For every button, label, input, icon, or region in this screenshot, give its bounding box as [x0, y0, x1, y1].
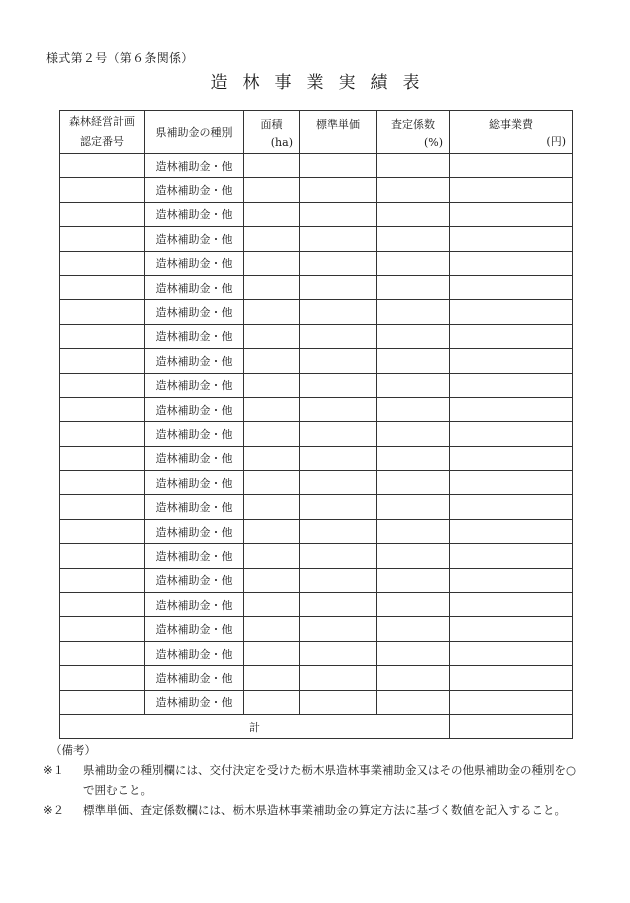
subsidy-type-cell: 造林補助金・他: [145, 178, 244, 202]
area-cell[interactable]: [244, 300, 300, 324]
coefficient-cell[interactable]: [377, 519, 450, 543]
coefficient-cell[interactable]: [377, 373, 450, 397]
coefficient-cell[interactable]: [377, 251, 450, 275]
unit-price-cell[interactable]: [300, 568, 377, 592]
area-cell[interactable]: [244, 593, 300, 617]
total-cost-cell[interactable]: [450, 422, 573, 446]
subsidy-type-cell: 造林補助金・他: [145, 324, 244, 348]
total-cost-cell[interactable]: [450, 275, 573, 299]
total-cost-cell[interactable]: [450, 202, 573, 226]
table-row: [60, 519, 573, 543]
total-cost-cell[interactable]: [450, 519, 573, 543]
area-cell[interactable]: [244, 495, 300, 519]
coefficient-cell[interactable]: [377, 617, 450, 641]
subsidy-type-cell: 造林補助金・他: [145, 397, 244, 421]
coefficient-cell[interactable]: [377, 324, 450, 348]
table-row: [60, 641, 573, 665]
coefficient-cell[interactable]: [377, 690, 450, 714]
subsidy-type-cell: 造林補助金・他: [145, 666, 244, 690]
total-cost-cell[interactable]: [450, 324, 573, 348]
header-total-cost: 総事業費 (円): [450, 111, 573, 154]
table-row: [60, 471, 573, 495]
total-cost-cell[interactable]: [450, 373, 573, 397]
header-assessment-coefficient: 査定係数 (%): [377, 111, 450, 154]
unit-price-cell[interactable]: [300, 666, 377, 690]
plan-number-cell[interactable]: [60, 178, 145, 202]
table-row: [60, 178, 573, 202]
subsidy-type-cell: 造林補助金・他: [145, 446, 244, 470]
plan-number-cell[interactable]: [60, 275, 145, 299]
area-cell[interactable]: [244, 202, 300, 226]
area-unit: (ha): [270, 136, 293, 149]
note-item: [43, 800, 583, 820]
subsidy-type-cell: 造林補助金・他: [145, 568, 244, 592]
total-cost-cell[interactable]: [450, 300, 573, 324]
coefficient-unit: (%): [423, 136, 443, 149]
total-cost-cell[interactable]: [450, 495, 573, 519]
unit-price-cell[interactable]: [300, 275, 377, 299]
unit-price-cell[interactable]: [300, 641, 377, 665]
total-cost-cell[interactable]: [450, 397, 573, 421]
area-cell[interactable]: [244, 178, 300, 202]
table-row: [60, 617, 573, 641]
area-cell[interactable]: [244, 666, 300, 690]
table-row: [60, 690, 573, 714]
plan-number-cell[interactable]: [60, 202, 145, 226]
subsidy-type-cell: 造林補助金・他: [145, 300, 244, 324]
plan-number-cell[interactable]: [60, 568, 145, 592]
coefficient-cell[interactable]: [377, 568, 450, 592]
subsidy-type-cell: 造林補助金・他: [145, 349, 244, 373]
plan-number-cell[interactable]: [60, 397, 145, 421]
total-cost-cell[interactable]: [450, 471, 573, 495]
unit-price-cell[interactable]: [300, 227, 377, 251]
table-row: [60, 227, 573, 251]
coefficient-cell[interactable]: [377, 544, 450, 568]
total-cost-cell[interactable]: [450, 641, 573, 665]
total-row: [60, 714, 573, 738]
notes-section: [43, 740, 583, 820]
plan-number-cell[interactable]: [60, 373, 145, 397]
subsidy-type-cell: 造林補助金・他: [145, 227, 244, 251]
coefficient-cell[interactable]: [377, 227, 450, 251]
subsidy-type-cell: 造林補助金・他: [145, 641, 244, 665]
unit-price-cell[interactable]: [300, 178, 377, 202]
table-row: [60, 373, 573, 397]
table-row: [60, 300, 573, 324]
coefficient-cell[interactable]: [377, 446, 450, 470]
plan-number-cell[interactable]: [60, 593, 145, 617]
coefficient-cell[interactable]: [377, 300, 450, 324]
table-row: [60, 446, 573, 470]
coefficient-cell[interactable]: [377, 495, 450, 519]
plan-number-cell[interactable]: [60, 544, 145, 568]
coefficient-cell[interactable]: [377, 275, 450, 299]
plan-number-cell[interactable]: [60, 641, 145, 665]
area-cell[interactable]: [244, 471, 300, 495]
unit-price-cell[interactable]: [300, 495, 377, 519]
plan-number-cell[interactable]: [60, 617, 145, 641]
area-cell[interactable]: [244, 690, 300, 714]
unit-price-cell[interactable]: [300, 471, 377, 495]
total-cost-cell[interactable]: [450, 446, 573, 470]
header-row: [60, 111, 573, 154]
area-cell[interactable]: [244, 446, 300, 470]
coefficient-cell[interactable]: [377, 641, 450, 665]
table-row: [60, 495, 573, 519]
coefficient-cell[interactable]: [377, 666, 450, 690]
subsidy-type-cell: 造林補助金・他: [145, 519, 244, 543]
total-cost-cell[interactable]: [450, 593, 573, 617]
plan-number-cell[interactable]: [60, 690, 145, 714]
plan-number-cell[interactable]: [60, 349, 145, 373]
area-cell[interactable]: [244, 373, 300, 397]
unit-price-cell[interactable]: [300, 373, 377, 397]
header-plan-line2: 認定番号: [80, 135, 124, 148]
table-row: [60, 202, 573, 226]
table-row: [60, 349, 573, 373]
area-cell[interactable]: [244, 641, 300, 665]
unit-price-cell[interactable]: [300, 690, 377, 714]
total-cost-cell[interactable]: [450, 227, 573, 251]
subsidy-type-cell: 造林補助金・他: [145, 422, 244, 446]
total-cost-cell[interactable]: [450, 617, 573, 641]
area-cell[interactable]: [244, 568, 300, 592]
total-cost-cell[interactable]: [450, 568, 573, 592]
header-plan-line1: 森林経営計画: [69, 115, 135, 128]
subsidy-type-cell: 造林補助金・他: [145, 544, 244, 568]
coefficient-cell[interactable]: [377, 349, 450, 373]
plan-number-cell[interactable]: [60, 300, 145, 324]
subsidy-type-cell: 造林補助金・他: [145, 154, 244, 178]
plan-number-cell[interactable]: [60, 666, 145, 690]
plan-number-cell[interactable]: [60, 495, 145, 519]
coefficient-cell[interactable]: [377, 202, 450, 226]
note-text: 県補助金の種別欄には、交付決定を受けた栃木県造林事業補助金又はその他県補助金の種別を○で囲むこと。: [83, 763, 577, 797]
area-cell[interactable]: [244, 275, 300, 299]
total-cost-unit: (円): [546, 135, 566, 148]
note-text: 標準単価、査定係数欄には、栃木県造林事業補助金の算定方法に基づく数値を記入すること。: [83, 803, 566, 817]
unit-price-cell[interactable]: [300, 251, 377, 275]
unit-price-cell[interactable]: [300, 446, 377, 470]
area-cell[interactable]: [244, 617, 300, 641]
unit-price-cell[interactable]: [300, 324, 377, 348]
area-cell[interactable]: [244, 422, 300, 446]
table-row: [60, 593, 573, 617]
table-row: [60, 324, 573, 348]
unit-price-cell[interactable]: [300, 593, 377, 617]
subsidy-type-cell: 造林補助金・他: [145, 275, 244, 299]
area-cell[interactable]: [244, 227, 300, 251]
plan-number-cell[interactable]: [60, 227, 145, 251]
total-cost-cell[interactable]: [450, 178, 573, 202]
coefficient-cell[interactable]: [377, 422, 450, 446]
unit-price-cell[interactable]: [300, 349, 377, 373]
subsidy-type-cell: 造林補助金・他: [145, 202, 244, 226]
table-row: [60, 275, 573, 299]
plan-number-cell[interactable]: [60, 251, 145, 275]
subsidy-type-cell: 造林補助金・他: [145, 471, 244, 495]
total-cost-cell[interactable]: [450, 251, 573, 275]
header-area: 面積 (ha): [244, 111, 300, 154]
plan-number-cell[interactable]: [60, 324, 145, 348]
area-cell[interactable]: [244, 154, 300, 178]
unit-price-cell[interactable]: [300, 154, 377, 178]
area-cell[interactable]: [244, 349, 300, 373]
unit-price-cell[interactable]: [300, 397, 377, 421]
table-row: [60, 666, 573, 690]
total-label: 計: [60, 714, 450, 738]
subsidy-type-cell: 造林補助金・他: [145, 373, 244, 397]
header-plan-number: [60, 111, 145, 154]
total-cost-cell[interactable]: [450, 544, 573, 568]
total-cost-cell[interactable]: [450, 349, 573, 373]
total-cost-cell[interactable]: [450, 690, 573, 714]
subsidy-type-cell: 造林補助金・他: [145, 690, 244, 714]
unit-price-cell[interactable]: [300, 544, 377, 568]
table-row: [60, 422, 573, 446]
table-row: [60, 397, 573, 421]
unit-price-cell[interactable]: [300, 422, 377, 446]
header-standard-unit-price: 標準単価: [300, 111, 377, 154]
coefficient-cell[interactable]: [377, 154, 450, 178]
area-cell[interactable]: [244, 324, 300, 348]
note-mark: ※１: [43, 763, 65, 777]
area-cell[interactable]: [244, 519, 300, 543]
area-cell[interactable]: [244, 544, 300, 568]
table-row: [60, 568, 573, 592]
document-title: 造林事業実績表: [210, 73, 435, 93]
plan-number-cell[interactable]: [60, 446, 145, 470]
unit-price-cell[interactable]: [300, 519, 377, 543]
subsidy-type-cell: 造林補助金・他: [145, 251, 244, 275]
unit-price-cell[interactable]: [300, 617, 377, 641]
subsidy-type-cell: 造林補助金・他: [145, 495, 244, 519]
table-row: [60, 154, 573, 178]
coefficient-cell[interactable]: [377, 593, 450, 617]
subsidy-type-cell: 造林補助金・他: [145, 593, 244, 617]
remarks-label: （備考）: [50, 743, 96, 757]
total-cost-cell[interactable]: [450, 714, 573, 738]
total-cost-cell[interactable]: [450, 666, 573, 690]
area-cell[interactable]: [244, 251, 300, 275]
plan-number-cell[interactable]: [60, 471, 145, 495]
coefficient-cell[interactable]: [377, 471, 450, 495]
plan-number-cell[interactable]: [60, 422, 145, 446]
table-row: [60, 544, 573, 568]
coefficient-cell[interactable]: [377, 178, 450, 202]
results-table: [59, 110, 573, 739]
unit-price-cell[interactable]: [300, 202, 377, 226]
table-row: [60, 251, 573, 275]
form-number: 様式第２号（第６条関係）: [46, 51, 194, 65]
area-cell[interactable]: [244, 397, 300, 421]
note-mark: ※２: [43, 803, 65, 817]
coefficient-cell[interactable]: [377, 397, 450, 421]
total-cost-cell[interactable]: [450, 154, 573, 178]
plan-number-cell[interactable]: [60, 154, 145, 178]
note-item: [43, 760, 583, 800]
plan-number-cell[interactable]: [60, 519, 145, 543]
subsidy-type-cell: 造林補助金・他: [145, 617, 244, 641]
unit-price-cell[interactable]: [300, 300, 377, 324]
header-subsidy-type: 県補助金の種別: [145, 111, 244, 154]
